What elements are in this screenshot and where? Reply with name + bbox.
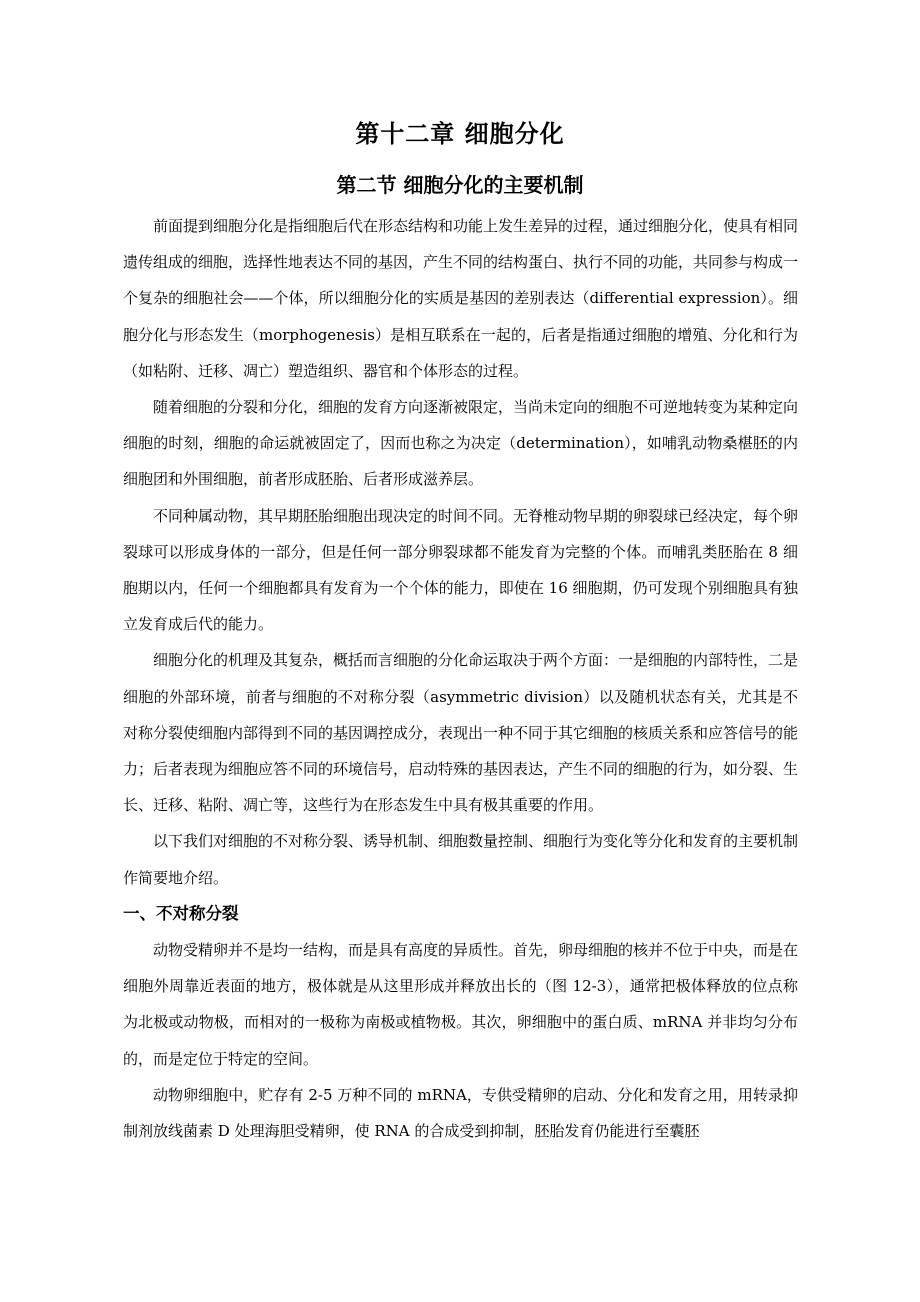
paragraph-mechanism-overview: 细胞分化的机理及其复杂，概括而言细胞的分化命运取决于两个方面：一是细胞的内部特性，二是细胞的外部环境，前者与细胞的不对称分裂（asymmetric division）以及随机状态有关，尤其是不对称分裂使细胞内部得到不同的基因调控成分，表现出一种不同于其它细胞的核质关系和应答信号的能力；后者表现为细胞应答不同的环境信号，启动特殊的基因表达，产生不同的细胞的行为，如分裂、生长、迁移、粘附、凋亡等，这些行为在形态发生中具有极其重要的作用。 xyxy=(123,651,799,815)
paragraph-species-timing: 不同种属动物，其早期胚胎细胞出现决定的时间不同。无脊椎动物早期的卵裂球已经决定，每个卵裂球可以形成身体的一部分，但是任何一部分卵裂球都不能发育为完整的个体。而哺乳类胚胎在 8 细胞期以内，任何一个细胞都具有发育为一个个体的能力，即使在 16 细胞期，仍可发现个别细胞具有独立发育成后代的能力。 xyxy=(123,506,799,634)
heading-asymmetric-division: 一、不对称分裂 xyxy=(123,903,239,923)
chapter-title: 第十二章 细胞分化 xyxy=(355,120,565,148)
paragraph-cell-differentiation-definition: 前面提到细胞分化是指细胞后代在形态结构和功能上发生差异的过程，通过细胞分化，使具有相同遗传组成的细胞，选择性地表达不同的基因，产生不同的结构蛋白、执行不同的功能，共同参与构成一个复杂的细胞社会——个体，所以细胞分化的实质是基因的差别表达（differential expression）。细胞分化与形态发生（morphogenesis）是相互联系在一起的，后者是指通过细胞的增殖、分化和行为（如粘附、迁移、凋亡）塑造组织、器官和个体形态的过程。 xyxy=(123,217,799,380)
paragraph-determination: 随着细胞的分裂和分化，细胞的发育方向逐渐被限定，当尚未定向的细胞不可逆地转变为某种定向细胞的时刻，细胞的命运就被固定了，因而也称之为决定（determination），如哺乳动物桑椹胚的内细胞团和外围细胞，前者形成胚胎、后者形成滋养层。 xyxy=(123,398,799,489)
section-title: 第二节 细胞分化的主要机制 xyxy=(336,173,584,197)
paragraph-maternal-mrna: 动物卵细胞中，贮存有 2-5 万种不同的 mRNA，专供受精卵的启动、分化和发育之用，用转录抑制剂放线菌素 D 处理海胆受精卵，使 RNA 的合成受到抑制，胚胎发育仍能进行至囊胚 xyxy=(123,1085,798,1141)
paragraph-introduction: 以下我们对细胞的不对称分裂、诱导机制、细胞数量控制、细胞行为变化等分化和发育的主要机制作简要地介绍。 xyxy=(123,832,799,887)
paragraph-egg-heterogeneity: 动物受精卵并不是均一结构，而是具有高度的异质性。首先，卵母细胞的核并不位于中央，而是在细胞外周靠近表面的地方，极体就是从这里形成并释放出长的（图 12-3），通常把极体释放的位点称为北极或动物极，而相对的一极称为南极或植物极。其次，卵细胞中的蛋白质、mRNA 并非均匀分布的，而是定位于特定的空间。 xyxy=(123,941,799,1068)
document-body xyxy=(123,208,798,1149)
